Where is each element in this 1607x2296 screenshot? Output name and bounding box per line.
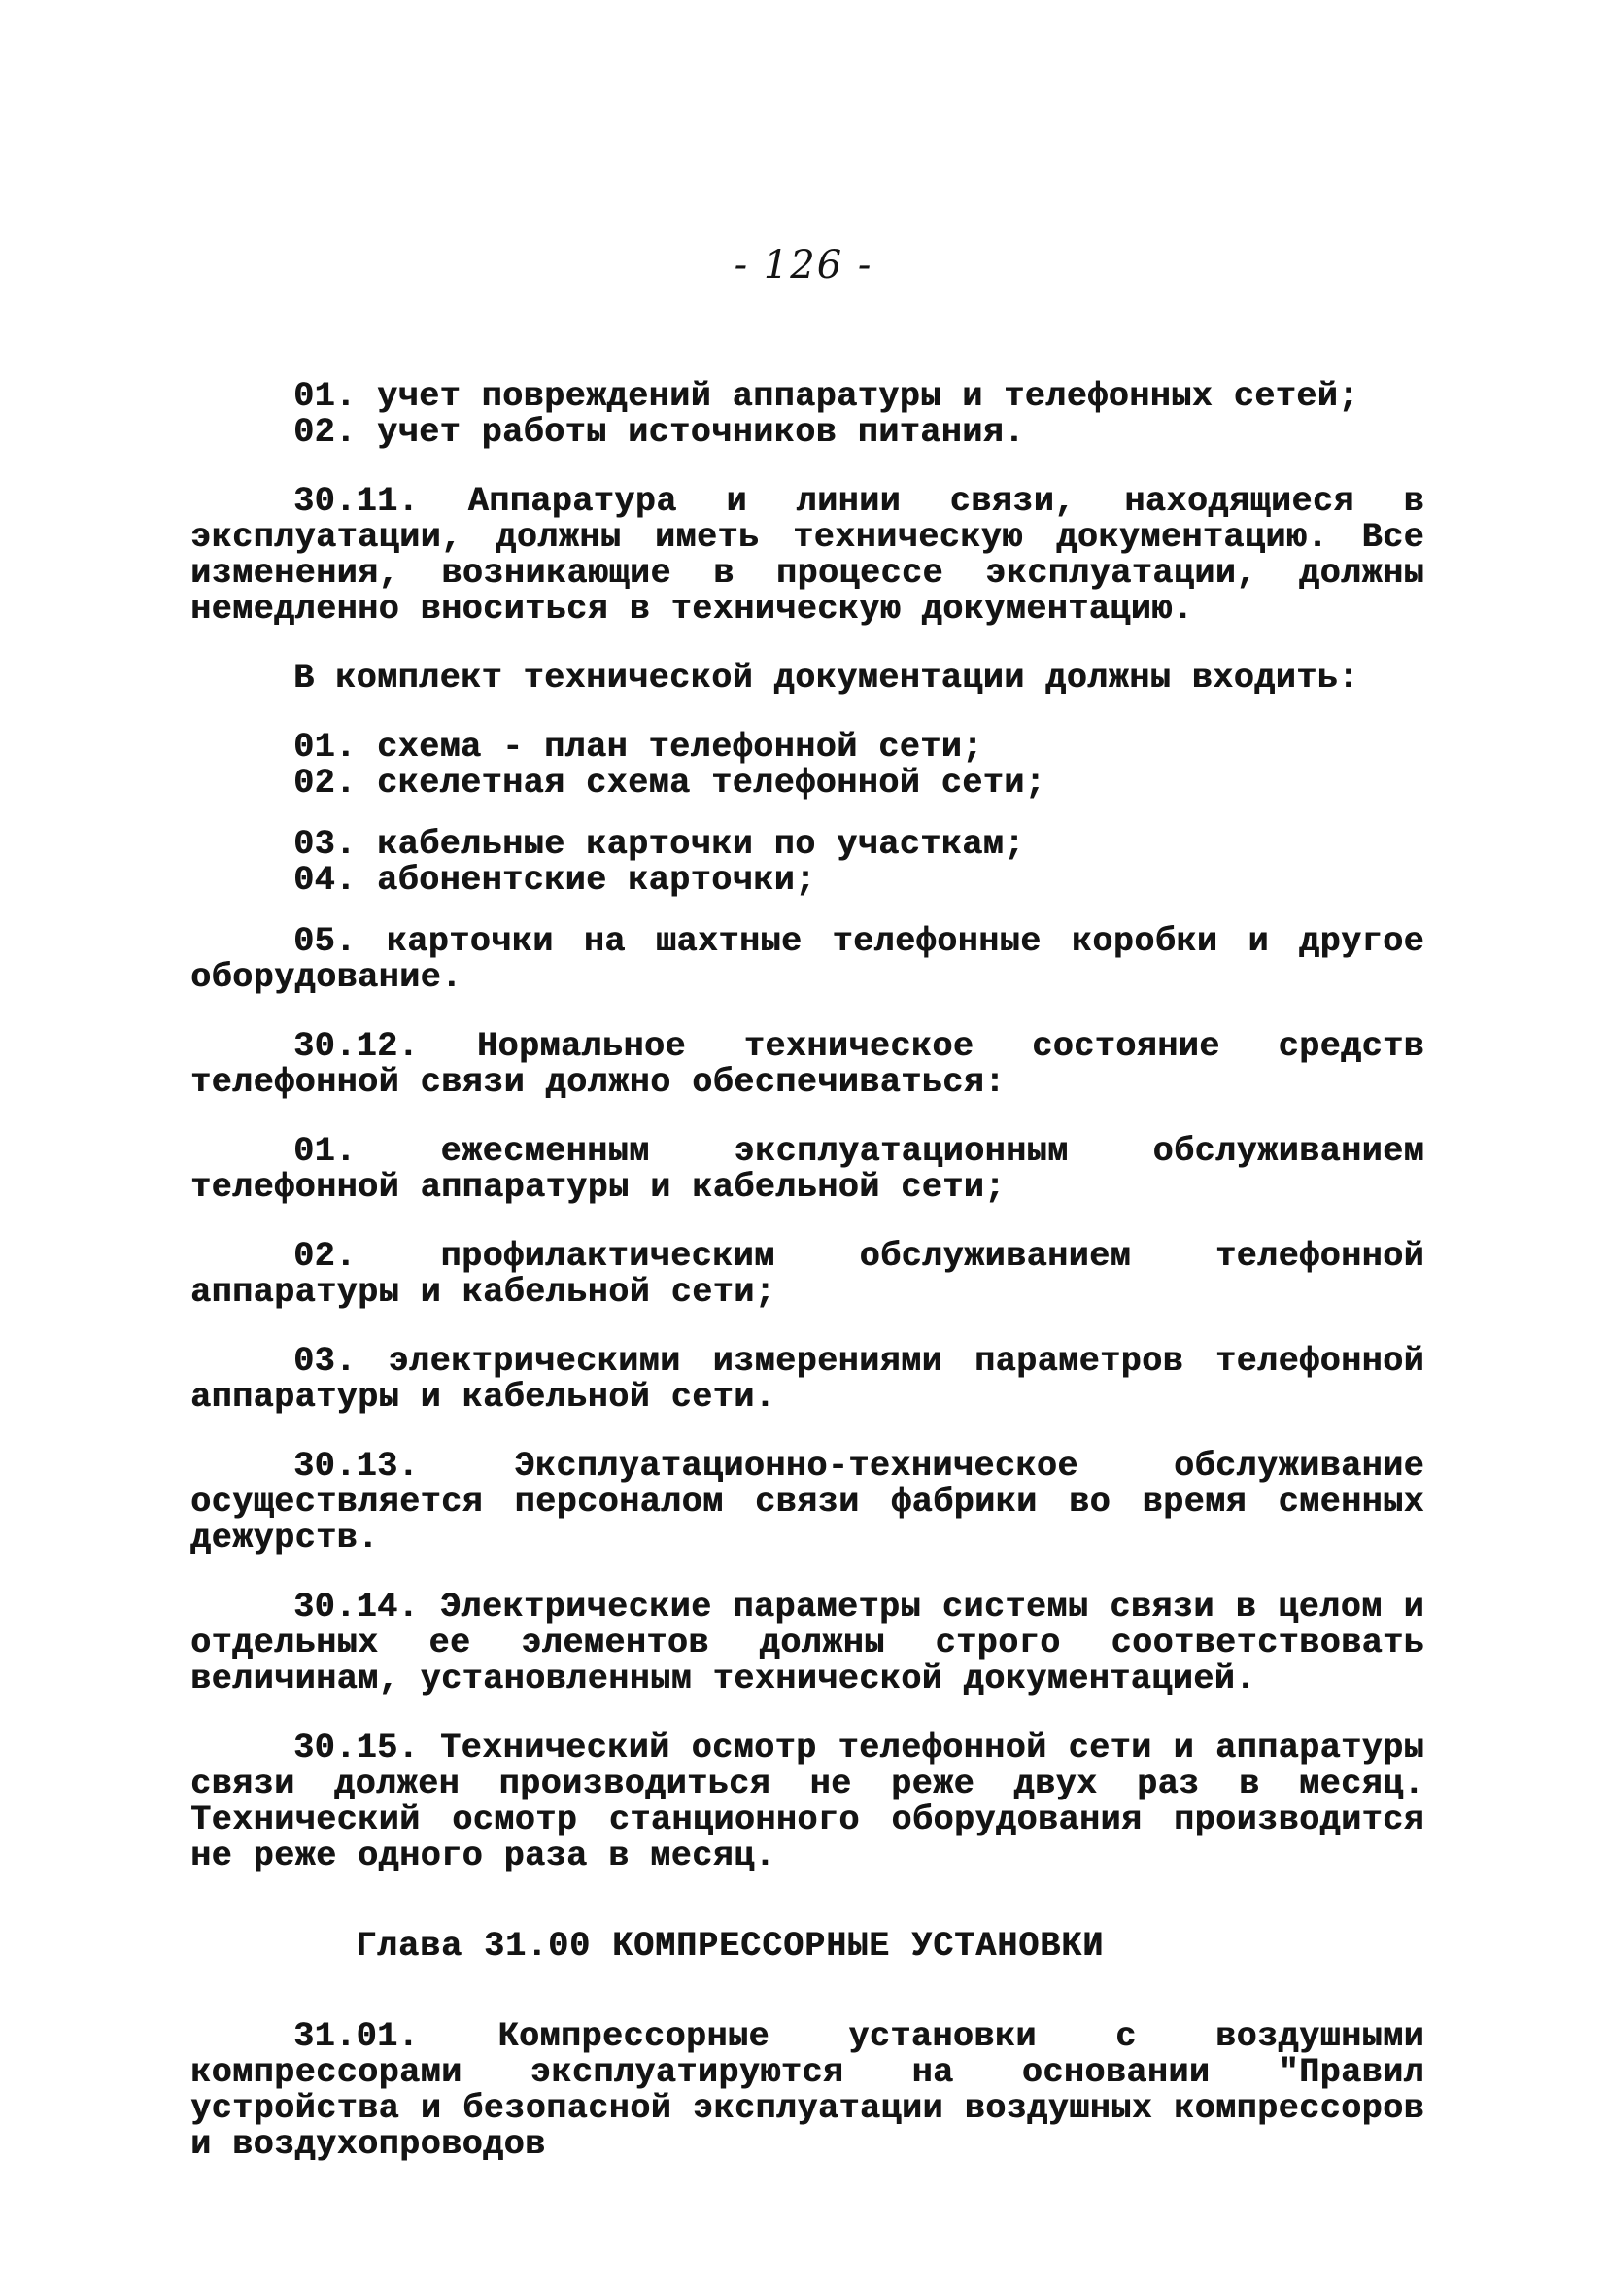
paragraph-doc-set: В комплект технической документации должны входить:	[293, 659, 1359, 698]
paragraph-31-01: 31.01. Компрессорные установки с воздушными компрессорами эксплуатируются на основании "Правил устройства и безопасной эксплуатации воздушных компрессоров и воздухопроводов	[190, 2017, 1424, 2164]
chapter-heading: Глава 31.00 КОМПРЕССОРНЫЕ УСТАНОВКИ	[356, 1927, 1105, 1966]
paragraph-30-14: 30.14. Электрические параметры системы связи в целом и отдельных ее элементов должны строго соответствовать величинам, установленным технической документацией.	[190, 1588, 1424, 1698]
paragraph-30-13: 30.13. Эксплуатационно-техническое обслуживание осуществляется персоналом связи фабрики во время сменных дежурств.	[190, 1447, 1424, 1558]
document-body	[190, 379, 1424, 2163]
list-item: 01. учет повреждений аппаратуры и телефонных сетей;	[293, 377, 1359, 416]
list-item: 02. скелетная схема телефонной сети;	[293, 764, 1046, 803]
list-item: 03. кабельные карточки по участкам;	[293, 825, 1025, 864]
paragraph-05: 05. карточки на шахтные телефонные коробки и другое оборудование.	[190, 922, 1424, 997]
list-item: 01. схема - план телефонной сети;	[293, 728, 983, 767]
paragraph-30-15: 30.15. Технический осмотр телефонной сети и аппаратуры связи должен производиться не реже двух раз в месяц. Технический осмотр станционного оборудования производится не реже одного раза в месяц.	[190, 1729, 1424, 1875]
paragraph-30-12: 30.12. Нормальное техническое состояние средств телефонной связи должно обеспечиваться:	[190, 1027, 1424, 1102]
list-item: 02. учет работы источников питания.	[293, 413, 1025, 452]
paragraph-12-02: 02. профилактическим обслуживанием телефонной аппаратуры и кабельной сети;	[190, 1237, 1424, 1312]
page-number: - 126 -	[734, 243, 873, 288]
paragraph-30-11: 30.11. Аппаратура и линии связи, находящиеся в эксплуатации, должны иметь техническую документацию. Все изменения, возникающие в процессе эксплуатации, должны немедленно вноситься в техническую документацию.	[190, 482, 1424, 629]
paragraph-12-03: 03. электрическими измерениями параметров телефонной аппаратуры и кабельной сети.	[190, 1342, 1424, 1417]
list-item: 04. абонентские карточки;	[293, 861, 816, 900]
paragraph-12-01: 01. ежесменным эксплуатационным обслуживанием телефонной аппаратуры и кабельной сети;	[190, 1132, 1424, 1207]
